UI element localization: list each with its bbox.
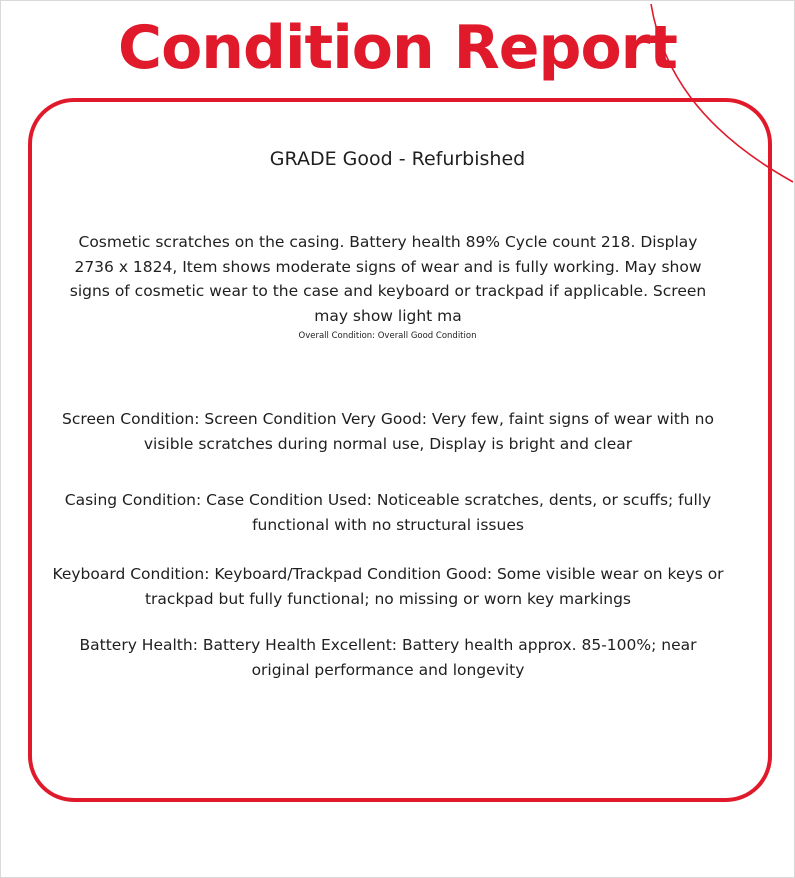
battery-health-label: Battery Health:: [79, 636, 198, 654]
casing-condition-label: Casing Condition:: [64, 491, 202, 509]
screen-condition-label: Screen Condition:: [62, 410, 200, 428]
overall-condition: Overall Condition: Overall Good Condition: [298, 331, 477, 341]
casing-condition-text: Case Condition Used: Noticeable scratches, dents, or scuffs; fully functional with no structural issues: [206, 491, 712, 534]
battery-health: [52, 633, 724, 683]
screen-condition-text: Screen Condition Very Good: Very few, faint signs of wear with no visible scratches during normal use, Display is bright and clear: [143, 410, 714, 453]
keyboard-condition-text: Keyboard/Trackpad Condition Good: Some visible wear on keys or trackpad but fully functional; no missing or worn key markings: [144, 565, 724, 608]
page-title: Condition Report: [118, 13, 677, 83]
keyboard-condition: [52, 562, 724, 612]
keyboard-condition-label: Keyboard Condition:: [52, 565, 210, 583]
casing-condition: [52, 488, 724, 538]
screen-condition: [52, 407, 724, 457]
grade-label: GRADE Good - Refurbished: [269, 148, 526, 170]
condition-description: Cosmetic scratches on the casing. Battery health 89% Cycle count 218. Display 2736 x 1824, Item shows moderate signs of wear and is fully working. May show signs of cosmetic wear to the case and keyboard or trackpad if applicable. Screen may show light ma: [69, 233, 707, 325]
battery-health-text: Battery Health Excellent: Battery health approx. 85-100%; near original performance and longevity: [202, 636, 697, 679]
